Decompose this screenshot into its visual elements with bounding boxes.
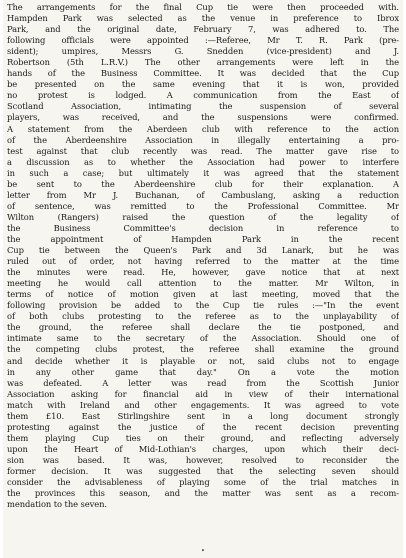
- article-line: letter from Mr J. Buchanan, of Cambuslang, asking a reduction: [7, 189, 399, 200]
- article-line: the provinces this season, and the matter was sent as a recom-: [7, 488, 399, 499]
- article-line: consider the advisableness of playing some of the trial matches in: [7, 477, 399, 488]
- article-line: them playing Cup ties on their ground, and reflecting adversely: [7, 432, 399, 443]
- article-line: was defeated. A letter was read from the Scottish Junior: [7, 377, 399, 388]
- article-line: sion was based. It was, however, resolved to reconsider the: [7, 454, 399, 465]
- article-line: terms of notice of motion given at last meeting, moved that the: [7, 289, 399, 300]
- article-line: match with Ireland and other engagements. It was agreed to vote: [7, 399, 399, 410]
- article-line: of sentence, was remitted to the Professional Committee. Mr: [7, 200, 399, 211]
- article-line: hands of the Business Committee. It was decided that the Cup: [7, 68, 399, 79]
- article-line: the competing clubs protest, the referee shall examine the ground: [7, 344, 399, 355]
- article-line: of both clubs protesting to the referee as to the unplayability of: [7, 311, 399, 322]
- newspaper-clipping: [3, 0, 403, 558]
- article-line: The arrangements for the final Cup tie were then proceeded with.: [7, 2, 399, 12]
- article-line: the Business Committee's decision in reference to: [7, 222, 399, 233]
- article-line: the minutes were read. He, however, gave notice that at next: [7, 267, 399, 278]
- article-line: be sent to the Aberdeenshire club for their explanation. A: [7, 178, 399, 189]
- article-line: Scotland Association, intimating the suspension of several: [7, 101, 399, 112]
- article-line: in any other game that day." On a vote the motion: [7, 366, 399, 377]
- article-line: of the Aberdeenshire Association in illegally entertaining a pro-: [7, 134, 399, 145]
- article-line: Park, and the original date, February 7, was adhered to. The: [7, 24, 399, 35]
- article-line: in such a case; but ultimately it was agreed that the statement: [7, 167, 399, 178]
- article-line: a discussion as to whether the Association had power to interfere: [7, 156, 399, 167]
- article-line: following officials were appointed :—Referee, Mr T. R. Park (pre-: [7, 35, 399, 46]
- article-line: following provision be added to the Cup tie rules :—"In the event: [7, 300, 399, 311]
- article-line: test against that club recently was read. The matter gave rise to: [7, 145, 399, 156]
- article-line: A statement from the Aberdeen club with reference to the action: [7, 123, 399, 134]
- article-line: Cup tie between the Queen's Park and 3d Lanark, but he was: [7, 245, 399, 256]
- article-line: Robertson (5th L.R.V.) The other arrangements were left in the: [7, 57, 399, 68]
- article-line: ruled out of order, not having referred to the matter at the time: [7, 256, 399, 267]
- section-ornament: •: [200, 547, 206, 555]
- article-line: the appointment of Hampden Park in the recent: [7, 233, 399, 244]
- article-line: them £10. East Stirlingshire sent in a long document strongly: [7, 410, 399, 421]
- article-line: mendation to the seven.: [7, 499, 107, 510]
- article-column: [7, 2, 399, 510]
- article-line: be presented on the same evening that it is won, provided: [7, 79, 399, 90]
- article-line: no protest is lodged. A communication from the East of: [7, 90, 399, 101]
- article-line: protesting against the justice of the recent decision preventing: [7, 421, 399, 432]
- article-line: and decide whether it is playable or not, said clubs not to engage: [7, 355, 399, 366]
- article-line: Association asking for financial aid in view of their international: [7, 388, 399, 399]
- article-line: sident); umpires, Messrs G. Snedden (vice-president) and J.: [7, 46, 399, 57]
- article-line: players, was received, and the suspensions were confirmed.: [7, 112, 399, 123]
- article-line: former decision. It was suggested that the selecting seven should: [7, 465, 399, 476]
- article-line: meeting he would call attention to the matter. Mr Wilton, in: [7, 278, 399, 289]
- article-line: intimate same to the secretary of the Association. Should one of: [7, 333, 399, 344]
- article-line: upon the Heart of Mid-Lothian's charges, upon which their deci-: [7, 443, 399, 454]
- article-line: the ground, the referee shall declare the tie postponed, and: [7, 322, 399, 333]
- article-line: Hampden Park was selected as the venue in preference to Ibrox: [7, 13, 399, 24]
- article-line: Wilton (Rangers) raised the question of the legality of: [7, 211, 399, 222]
